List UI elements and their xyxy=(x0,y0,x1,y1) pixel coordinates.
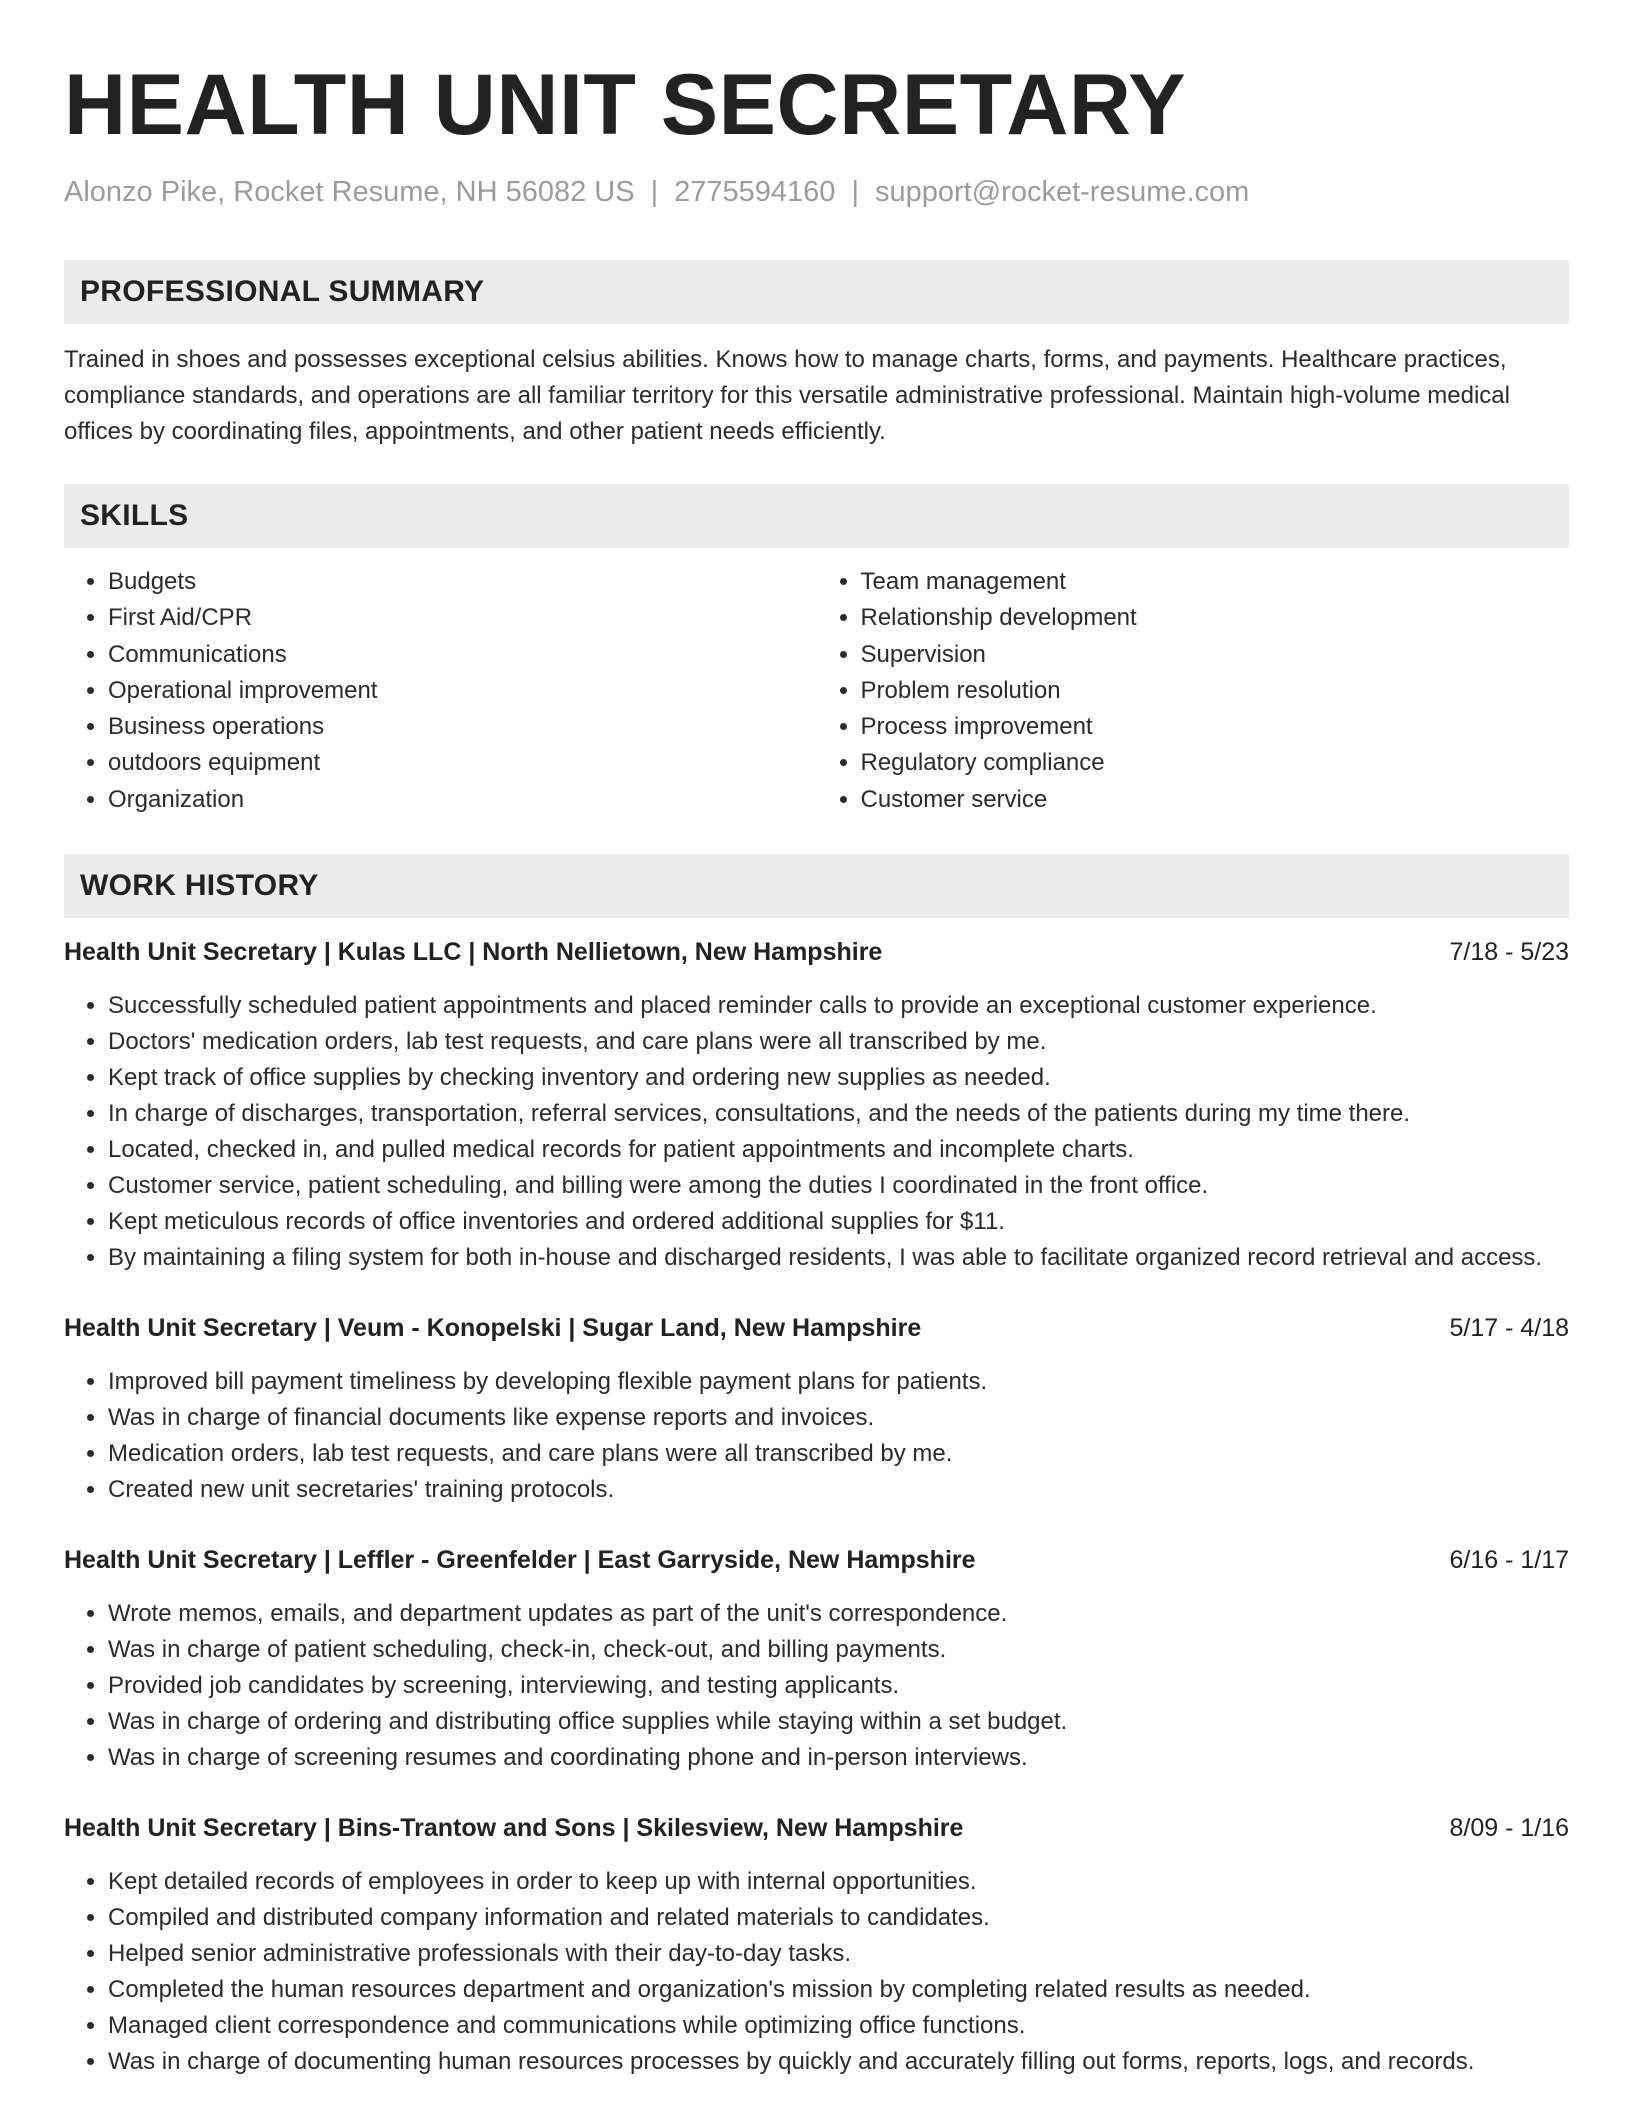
job-bullet: • Successfully scheduled patient appointments and placed reminder calls to provide an exceptional customer experience. xyxy=(108,988,1569,1024)
job-bullet: • Located, checked in, and pulled medical records for patient appointments and incomplete charts. xyxy=(108,1132,1569,1168)
contact-separator: | xyxy=(851,176,859,208)
job-bullet: • Was in charge of documenting human resources processes by quickly and accurately filling out forms, reports, logs, and records. xyxy=(108,2044,1569,2080)
job-bullet: • Was in charge of ordering and distributing office supplies while staying within a set budget. xyxy=(108,1704,1569,1740)
job-bullet: • Medication orders, lab test requests, and care plans were all transcribed by me. xyxy=(108,1436,1569,1472)
job-bullet: • Wrote memos, emails, and department updates as part of the unit's correspondence. xyxy=(108,1596,1569,1632)
skill-item: • Operational improvement xyxy=(108,673,817,709)
skill-item: • Process improvement xyxy=(861,709,1570,745)
job-dates: 8/09 - 1/16 xyxy=(1449,1814,1569,1843)
job-header xyxy=(64,1542,1569,1578)
job-dates: 6/16 - 1/17 xyxy=(1449,1546,1569,1575)
skill-item: • Budgets xyxy=(108,564,817,600)
resume-title: HEALTH UNIT SECRETARY xyxy=(64,57,1187,153)
job-bullet: • Completed the human resources department and organization's mission by completing related results as needed. xyxy=(108,1972,1569,2008)
job-entry xyxy=(64,934,1569,1276)
job-bullet: • Kept track of office supplies by checking inventory and ordering new supplies as needed. xyxy=(108,1060,1569,1096)
job-bullets xyxy=(64,1864,1569,2080)
skills-column-right xyxy=(817,564,1570,818)
job-bullet: • Kept meticulous records of office inventories and ordered additional supplies for $11. xyxy=(108,1204,1569,1240)
section-header-summary: PROFESSIONAL SUMMARY xyxy=(64,260,1569,324)
skill-item: • Organization xyxy=(108,782,817,818)
job-bullet: • Was in charge of screening resumes and coordinating phone and in-person interviews. xyxy=(108,1740,1569,1776)
skill-item: • Customer service xyxy=(861,782,1570,818)
skill-item: • Business operations xyxy=(108,709,817,745)
skill-item: • Team management xyxy=(861,564,1570,600)
job-header xyxy=(64,1810,1569,1846)
job-bullet: • Was in charge of financial documents like expense reports and invoices. xyxy=(108,1400,1569,1436)
job-bullets xyxy=(64,988,1569,1276)
job-bullets xyxy=(64,1364,1569,1508)
job-dates: 7/18 - 5/23 xyxy=(1449,938,1569,967)
contact-email: support@rocket-resume.com xyxy=(875,176,1250,208)
contact-line xyxy=(64,174,1569,210)
job-title: Health Unit Secretary | Veum - Konopelski | Sugar Land, New Hampshire xyxy=(64,1314,922,1343)
skill-item: • Relationship development xyxy=(861,600,1570,636)
job-bullet: • Customer service, patient scheduling, and billing were among the duties I coordinated in the front office. xyxy=(108,1168,1569,1204)
skills-column-left xyxy=(64,564,817,818)
section-header-work-history: WORK HISTORY xyxy=(64,854,1569,918)
contact-phone: 2775594160 xyxy=(674,176,836,208)
job-title: Health Unit Secretary | Bins-Trantow and Sons | Skilesview, New Hampshire xyxy=(64,1814,964,1843)
job-bullet: • Improved bill payment timeliness by developing flexible payment plans for patients. xyxy=(108,1364,1569,1400)
job-bullet: • By maintaining a filing system for both in-house and discharged residents, I was able to facilitate organized record retrieval and access. xyxy=(108,1240,1569,1276)
skill-item: • First Aid/CPR xyxy=(108,600,817,636)
skill-item: • Supervision xyxy=(861,637,1570,673)
contact-address: Alonzo Pike, Rocket Resume, NH 56082 US xyxy=(64,176,635,208)
skill-item: • outdoors equipment xyxy=(108,745,817,781)
job-entry xyxy=(64,1810,1569,2080)
contact-separator: | xyxy=(650,176,659,208)
job-bullet: • Doctors' medication orders, lab test requests, and care plans were all transcribed by me. xyxy=(108,1024,1569,1060)
job-entry xyxy=(64,1542,1569,1776)
job-bullet: • Compiled and distributed company information and related materials to candidates. xyxy=(108,1900,1569,1936)
section-header-skills: SKILLS xyxy=(64,484,1569,548)
skill-item: • Regulatory compliance xyxy=(861,745,1570,781)
summary-text: Trained in shoes and possesses exceptional celsius abilities. Knows how to manage charts, forms, and payments. Healthcare practices, compliance standards, and operations are all familiar territory for this versatile administrative professional. Maintain high-volume medical offices by coordinating files, appointments, and other patient needs efficiently. xyxy=(64,346,1510,445)
skill-item: • Problem resolution xyxy=(861,673,1570,709)
job-title: Health Unit Secretary | Kulas LLC | North Nellietown, New Hampshire xyxy=(64,938,883,967)
job-bullet: • In charge of discharges, transportation, referral services, consultations, and the needs of the patients during my time there. xyxy=(108,1096,1569,1132)
job-bullet: • Managed client correspondence and communications while optimizing office functions. xyxy=(108,2008,1569,2044)
job-title: Health Unit Secretary | Leffler - Greenfelder | East Garryside, New Hampshire xyxy=(64,1546,976,1575)
job-header xyxy=(64,934,1569,970)
skills-list xyxy=(64,564,1569,818)
job-bullet: • Provided job candidates by screening, interviewing, and testing applicants. xyxy=(108,1668,1569,1704)
job-bullet: • Kept detailed records of employees in order to keep up with internal opportunities. xyxy=(108,1864,1569,1900)
job-bullet: • Created new unit secretaries' training protocols. xyxy=(108,1472,1569,1508)
job-header xyxy=(64,1310,1569,1346)
job-bullets xyxy=(64,1596,1569,1776)
job-entry xyxy=(64,1310,1569,1508)
skill-item: • Communications xyxy=(108,637,817,673)
job-bullet: • Helped senior administrative professionals with their day-to-day tasks. xyxy=(108,1936,1569,1972)
job-bullet: • Was in charge of patient scheduling, check-in, check-out, and billing payments. xyxy=(108,1632,1569,1668)
job-dates: 5/17 - 4/18 xyxy=(1449,1314,1569,1343)
